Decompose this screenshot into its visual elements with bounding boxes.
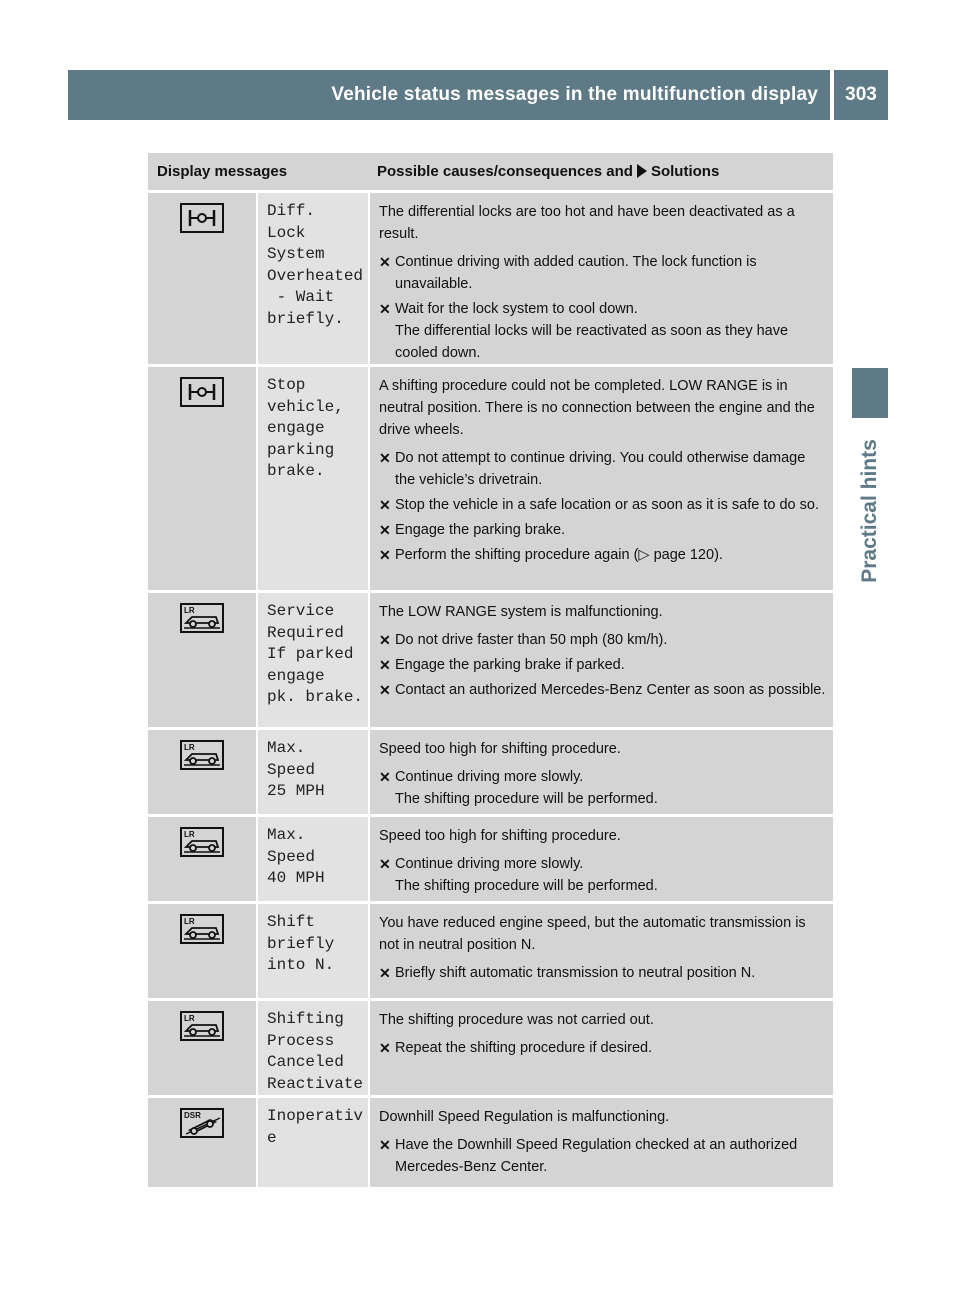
step-marker-icon: ✕ bbox=[379, 301, 391, 317]
cause-text: Speed too high for shifting procedure. bbox=[379, 741, 621, 757]
solution-cell bbox=[370, 817, 833, 901]
icon-cell bbox=[148, 904, 256, 998]
step-text: Wait for the lock system to cool down. The differential locks will be reactivated as soon as they have cooled down. bbox=[395, 301, 789, 361]
solution-step bbox=[379, 654, 827, 676]
step-text: Continue driving more slowly. The shifting procedure will be performed. bbox=[395, 769, 658, 807]
solution-step bbox=[379, 519, 827, 541]
solution-cell bbox=[370, 367, 833, 590]
differential-lock-icon bbox=[180, 377, 224, 412]
solution-cell bbox=[370, 904, 833, 998]
icon-cell bbox=[148, 1001, 256, 1095]
step-marker-icon: ✕ bbox=[379, 547, 391, 563]
cause-text: The LOW RANGE system is malfunctioning. bbox=[379, 604, 663, 620]
table-row bbox=[148, 590, 833, 727]
step-marker-icon: ✕ bbox=[379, 450, 391, 466]
svg-text:LR: LR bbox=[184, 830, 195, 839]
page-number-box bbox=[834, 70, 888, 120]
icon-cell bbox=[148, 730, 256, 814]
dsr-icon bbox=[180, 1108, 224, 1143]
solution-step bbox=[379, 251, 827, 295]
cause-text: A shifting procedure could not be completed. LOW RANGE is in neutral position. There is no connection between the engine and the drive wheels. bbox=[379, 378, 815, 438]
svg-text:LR: LR bbox=[184, 1014, 195, 1023]
display-message: Shift briefly into N. bbox=[258, 904, 368, 998]
step-text: Contact an authorized Mercedes-Benz Center as soon as possible. bbox=[395, 682, 826, 698]
low-range-icon bbox=[180, 740, 224, 775]
table-row bbox=[148, 814, 833, 901]
solution-step bbox=[379, 766, 827, 810]
solution-step bbox=[379, 544, 827, 566]
table-body bbox=[148, 190, 833, 1187]
column-header-solutions bbox=[368, 163, 833, 180]
low-range-icon bbox=[180, 603, 224, 638]
step-marker-icon: ✕ bbox=[379, 682, 391, 698]
display-message: Diff. Lock System Overheated - Wait briefly. bbox=[258, 193, 368, 364]
table-row bbox=[148, 364, 833, 590]
solution-step bbox=[379, 298, 827, 364]
svg-text:LR: LR bbox=[184, 743, 195, 752]
step-text: Stop the vehicle in a safe location or as soon as it is safe to do so. bbox=[395, 497, 819, 513]
table-row bbox=[148, 727, 833, 814]
step-text: Engage the parking brake if parked. bbox=[395, 657, 625, 673]
step-marker-icon: ✕ bbox=[379, 1040, 391, 1056]
solution-cell bbox=[370, 1098, 833, 1187]
step-text: Engage the parking brake. bbox=[395, 522, 566, 538]
display-message: Max. Speed 40 MPH bbox=[258, 817, 368, 901]
table-row bbox=[148, 998, 833, 1095]
table-row bbox=[148, 190, 833, 364]
svg-text:LR: LR bbox=[184, 606, 195, 615]
step-text: Repeat the shifting procedure if desired. bbox=[395, 1040, 653, 1056]
solution-step bbox=[379, 853, 827, 897]
step-marker-icon: ✕ bbox=[379, 522, 391, 538]
solution-step bbox=[379, 962, 827, 984]
table-row bbox=[148, 1095, 833, 1187]
step-text: Continue driving with added caution. The lock function is unavailable. bbox=[395, 254, 757, 292]
icon-cell bbox=[148, 1098, 256, 1187]
column-header-display-messages: Display messages bbox=[157, 163, 288, 180]
step-marker-icon: ✕ bbox=[379, 856, 391, 872]
step-text: Continue driving more slowly. The shifting procedure will be performed. bbox=[395, 856, 658, 894]
side-tab bbox=[852, 426, 888, 596]
cause-text: Speed too high for shifting procedure. bbox=[379, 828, 621, 844]
icon-cell bbox=[148, 193, 256, 364]
solution-step bbox=[379, 494, 827, 516]
display-message: Max. Speed 25 MPH bbox=[258, 730, 368, 814]
side-tab-marker bbox=[852, 368, 888, 418]
svg-text:LR: LR bbox=[184, 917, 195, 926]
step-marker-icon: ✕ bbox=[379, 769, 391, 785]
step-text: Perform the shifting procedure again (▷ page 120). bbox=[395, 547, 723, 563]
cause-text: The shifting procedure was not carried out. bbox=[379, 1012, 654, 1028]
cause-text: You have reduced engine speed, but the automatic transmission is not in neutral position N. bbox=[379, 915, 806, 953]
display-message: Stop vehicle, engage parking brake. bbox=[258, 367, 368, 590]
table-row bbox=[148, 901, 833, 998]
solution-cell bbox=[370, 730, 833, 814]
svg-text:DSR: DSR bbox=[184, 1111, 201, 1120]
display-message: Inoperativ e bbox=[258, 1098, 368, 1187]
step-marker-icon: ✕ bbox=[379, 497, 391, 513]
column-header-causes: Possible causes/consequences and bbox=[377, 163, 633, 180]
step-text: Do not attempt to continue driving. You could otherwise damage the vehicle’s drivetrain. bbox=[395, 450, 806, 488]
side-tab-label: Practical hints bbox=[858, 439, 881, 583]
page-number: 303 bbox=[845, 84, 877, 105]
step-text: Briefly shift automatic transmission to neutral position N. bbox=[395, 965, 756, 981]
differential-lock-icon bbox=[180, 203, 224, 238]
display-message: Shifting Process Canceled Reactivate bbox=[258, 1001, 368, 1095]
icon-cell bbox=[148, 593, 256, 727]
step-marker-icon: ✕ bbox=[379, 965, 391, 981]
cause-text: The differential locks are too hot and have been deactivated as a result. bbox=[379, 204, 795, 242]
step-marker-icon: ✕ bbox=[379, 632, 391, 648]
icon-cell bbox=[148, 367, 256, 590]
low-range-icon bbox=[180, 914, 224, 949]
arrow-icon bbox=[637, 164, 647, 178]
messages-table bbox=[148, 153, 833, 1187]
step-text: Have the Downhill Speed Regulation checked at an authorized Mercedes-Benz Center. bbox=[395, 1137, 798, 1175]
table-header bbox=[148, 153, 833, 190]
low-range-icon bbox=[180, 1011, 224, 1046]
page-title: Vehicle status messages in the multifunction display bbox=[331, 84, 818, 105]
icon-cell bbox=[148, 817, 256, 901]
step-marker-icon: ✕ bbox=[379, 254, 391, 270]
solution-step bbox=[379, 1134, 827, 1178]
low-range-icon bbox=[180, 827, 224, 862]
solution-step bbox=[379, 447, 827, 491]
solution-step bbox=[379, 1037, 827, 1059]
step-marker-icon: ✕ bbox=[379, 657, 391, 673]
cause-text: Downhill Speed Regulation is malfunctioning. bbox=[379, 1109, 670, 1125]
solution-cell bbox=[370, 593, 833, 727]
step-marker-icon: ✕ bbox=[379, 1137, 391, 1153]
page-header bbox=[68, 70, 830, 120]
solution-cell bbox=[370, 1001, 833, 1095]
solution-step bbox=[379, 679, 827, 701]
display-message: Service Required If parked engage pk. brake. bbox=[258, 593, 368, 727]
solution-cell bbox=[370, 193, 833, 364]
solution-step bbox=[379, 629, 827, 651]
column-header-solutions-label: Solutions bbox=[650, 163, 720, 180]
step-text: Do not drive faster than 50 mph (80 km/h). bbox=[395, 632, 668, 648]
